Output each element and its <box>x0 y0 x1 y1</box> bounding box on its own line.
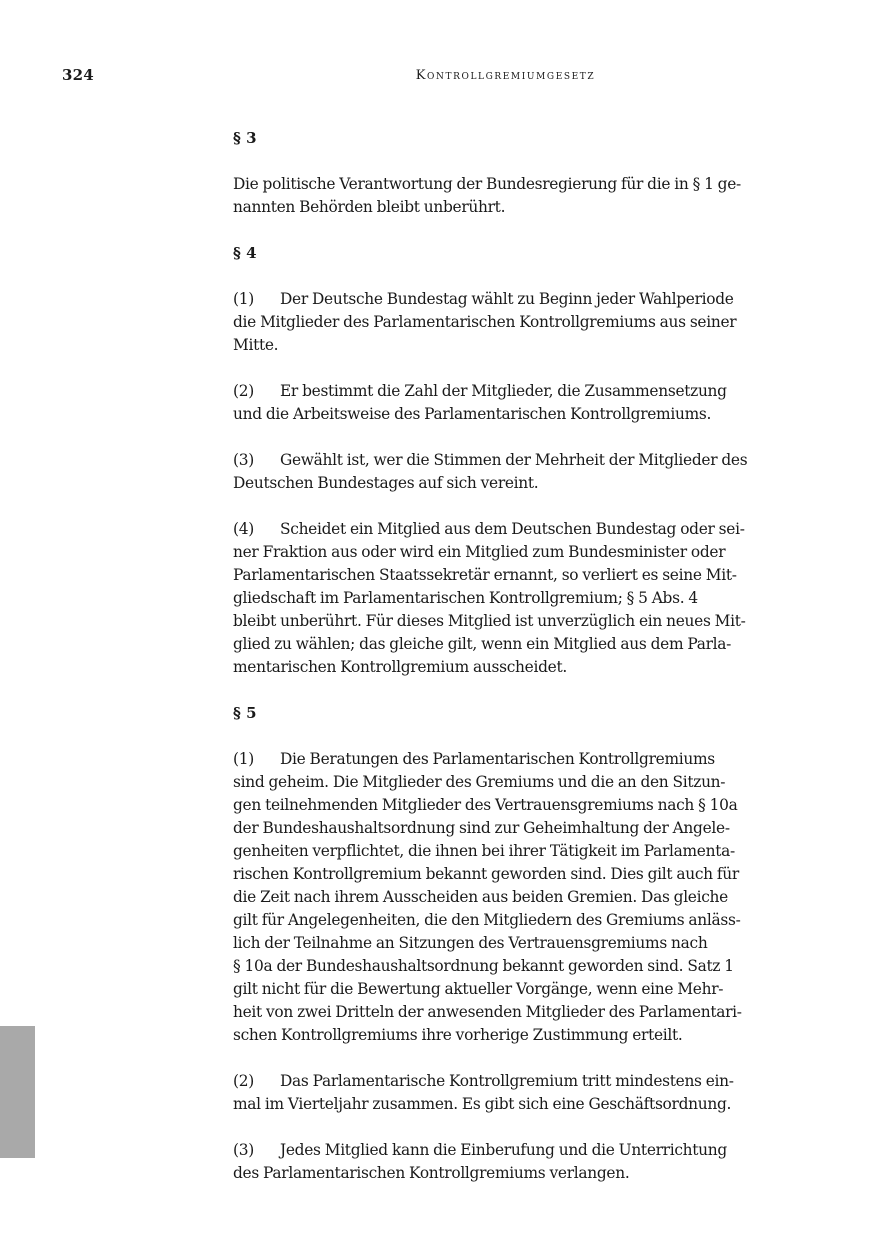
paragraph <box>233 173 778 219</box>
text-line: glied zu wählen; das gleiche gilt, wenn ein Mitglied aus dem Parla- <box>233 635 732 653</box>
text-line: Jedes Mitglied kann die Einberufung und die Unterrichtung <box>280 1141 727 1159</box>
paragraph-number: (4) <box>233 520 254 538</box>
paragraph-number: (1) <box>233 750 254 768</box>
paragraph-number: (3) <box>233 1141 254 1159</box>
paragraph <box>233 748 778 1047</box>
text-line: und die Arbeitsweise des Parlamentarischen Kontrollgremiums. <box>233 405 712 423</box>
section-heading: § 5 <box>233 704 257 722</box>
text-line: schen Kontrollgremiums ihre vorherige Zustimmung erteilt. <box>233 1026 683 1044</box>
text-line: genheiten verpflichtet, die ihnen bei ihrer Tätigkeit im Parlamenta- <box>233 842 735 860</box>
text-line: die Zeit nach ihrem Ausscheiden aus beiden Gremien. Das gleiche <box>233 888 728 906</box>
paragraph <box>233 449 778 495</box>
text-line: nannten Behörden bleibt unberührt. <box>233 198 506 216</box>
page-number: 324 <box>62 66 94 84</box>
paragraph <box>233 1139 778 1185</box>
text-line: Das Parlamentarische Kontrollgremium tritt mindestens ein- <box>280 1072 734 1090</box>
text-line: die Mitglieder des Parlamentarischen Kontrollgremiums aus seiner <box>233 313 737 331</box>
text-line: sind geheim. Die Mitglieder des Gremiums und die an den Sitzun- <box>233 773 726 791</box>
text-line: gen teilnehmenden Mitglieder des Vertrauensgremiums nach § 10a <box>233 796 738 814</box>
paragraph <box>233 1070 778 1116</box>
paragraph <box>233 518 778 679</box>
text-line: der Bundeshaushaltsordnung sind zur Geheimhaltung der Angele- <box>233 819 730 837</box>
paragraph <box>233 380 778 426</box>
text-line: des Parlamentarischen Kontrollgremiums verlangen. <box>233 1164 630 1182</box>
text-line: mentarischen Kontrollgremium ausscheidet. <box>233 658 567 676</box>
text-line: § 10a der Bundeshaushaltsordnung bekannt geworden sind. Satz 1 <box>233 957 734 975</box>
text-line: heit von zwei Dritteln der anwesenden Mitglieder des Parlamentari- <box>233 1003 742 1021</box>
document-body <box>233 127 778 1208</box>
text-line: gliedschaft im Parlamentarischen Kontrollgremium; § 5 Abs. 4 <box>233 589 698 607</box>
paragraph <box>233 288 778 357</box>
text-line: Er bestimmt die Zahl der Mitglieder, die Zusammensetzung <box>280 382 727 400</box>
text-line: Scheidet ein Mitglied aus dem Deutschen Bundestag oder sei- <box>280 520 745 538</box>
paragraph-number: (2) <box>233 382 254 400</box>
text-line: gilt für Angelegenheiten, die den Mitgliedern des Gremiums anläss- <box>233 911 741 929</box>
paragraph-number: (2) <box>233 1072 254 1090</box>
chapter-thumb-tab <box>0 1026 35 1158</box>
section-heading: § 3 <box>233 129 257 147</box>
text-line: Deutschen Bundestages auf sich vereint. <box>233 474 539 492</box>
text-line: Gewählt ist, wer die Stimmen der Mehrheit der Mitglieder des <box>280 451 748 469</box>
text-line: Der Deutsche Bundestag wählt zu Beginn jeder Wahlperiode <box>280 290 734 308</box>
text-line: Parlamentarischen Staatssekretär ernannt, so verliert es seine Mit- <box>233 566 737 584</box>
text-line: bleibt unberührt. Für dieses Mitglied ist unverzüglich ein neues Mit- <box>233 612 746 630</box>
text-line: Die politische Verantwortung der Bundesregierung für die in § 1 ge- <box>233 175 741 193</box>
text-line: lich der Teilnahme an Sitzungen des Vertrauensgremiums nach <box>233 934 708 952</box>
text-line: mal im Vierteljahr zusammen. Es gibt sich eine Geschäftsordnung. <box>233 1095 732 1113</box>
text-line: Mitte. <box>233 336 279 354</box>
text-line: ner Fraktion aus oder wird ein Mitglied zum Bundesminister oder <box>233 543 726 561</box>
section-heading: § 4 <box>233 244 257 262</box>
text-line: Die Beratungen des Parlamentarischen Kontrollgremiums <box>280 750 715 768</box>
text-line: rischen Kontrollgremium bekannt geworden sind. Dies gilt auch für <box>233 865 739 883</box>
running-header-title: Kontrollgremiumgesetz <box>415 68 596 83</box>
paragraph-number: (1) <box>233 290 254 308</box>
paragraph-number: (3) <box>233 451 254 469</box>
text-line: gilt nicht für die Bewertung aktueller Vorgänge, wenn eine Mehr- <box>233 980 724 998</box>
